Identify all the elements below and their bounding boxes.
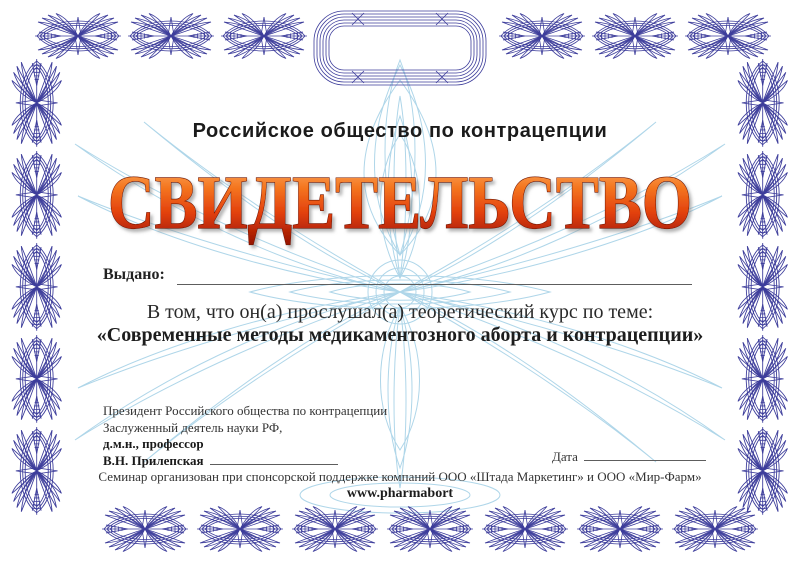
signatory-position-line-1: Президент Российского общества по контрацепции <box>103 403 388 418</box>
sponsor-line: Семинар организован при спонсорской поддержке компаний ООО «Штада Маркетинг» и ООО «Мир-Фарм» <box>98 469 702 484</box>
website-url: www.pharmabort <box>346 486 454 501</box>
certificate-title-art <box>0 152 800 252</box>
signatory-name: В.Н. Прилепская <box>103 452 204 468</box>
signature-block <box>103 403 387 469</box>
border-top-row <box>35 11 771 85</box>
signatory-degree: д.м.н., профессор <box>103 436 204 451</box>
signature-row <box>103 453 387 470</box>
signature-blank-line <box>210 453 338 465</box>
signatory-position-line-2: Заслуженный деятель науки РФ, <box>103 419 283 435</box>
body-line-2: «Современные методы медикаментозного аборта и контрацепции» <box>96 324 704 346</box>
date-blank-line <box>584 449 706 461</box>
issued-blank-line <box>177 266 692 285</box>
date-label: Дата <box>552 449 578 464</box>
certificate-title: СВИДЕТЕЛЬСТВО <box>108 161 692 245</box>
border-bottom-row <box>102 507 758 552</box>
organization-name: Российское общество по контрацепции <box>192 120 608 142</box>
date-row <box>552 449 706 465</box>
issued-label: Выдано: <box>103 266 165 283</box>
body-line-1: В том, что он(а) прослушал(а) теоретический курс по теме: <box>146 301 654 323</box>
